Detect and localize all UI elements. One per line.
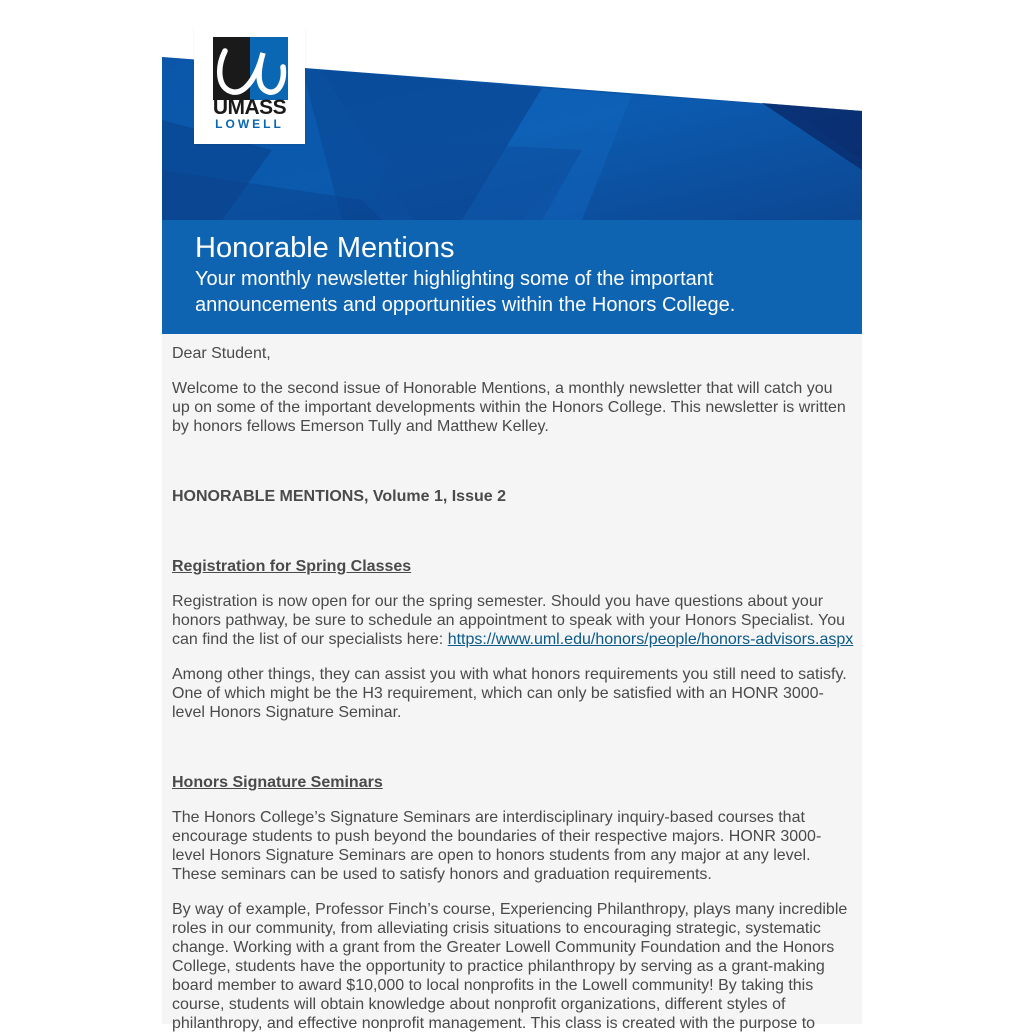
section-heading-registration: Registration for Spring Classes xyxy=(172,558,412,575)
logo-umass-text: UMASS xyxy=(212,96,287,119)
title-band xyxy=(162,220,862,334)
philanthropy-paragraph: By way of example, Professor Finch’s course, Experiencing Philanthropy, plays many incredible roles in our community, from alleviating crisis situations to encouraging strategic, systematic change. Working with a grant from the Greater Lowell Community Foundation and the Honors College, students have the opportunity to practice philanthropy by serving as a grant-making board member to award $10,000 to local nonprofits in the Lowell community! By taking this course, students will obtain knowledge about nonprofit organizations, different styles of philanthropy, and effective nonprofit management. This class is created with the purpose to xyxy=(172,901,848,1032)
seminars-paragraph: The Honors College’s Signature Seminars are interdisciplinary inquiry-based courses that encourage students to push beyond the boundaries of their respective majors. HONR 3000-level Honors Signature Seminars are open to honors students from any major at any level. These seminars can be used to satisfy honors and graduation requirements. xyxy=(172,809,822,883)
newsletter-subtitle: Your monthly newsletter highlighting some of the important announcements and opportunities within the Honors College. xyxy=(195,268,736,316)
section-heading-seminars: Honors Signature Seminars xyxy=(172,774,383,791)
registration-paragraph xyxy=(172,592,854,649)
issue-heading: HONORABLE MENTIONS, Volume 1, Issue 2 xyxy=(172,488,506,505)
registration-text: Registration is now open for our the spring semester. Should you have questions about your honors pathway, be sure to schedule an appointment to speak with your Honors Specialist. You can find the list of our specialists here: xyxy=(172,593,846,648)
intro-paragraph: Welcome to the second issue of Honorable Mentions, a monthly newsletter that will catch you up on some of the important developments within the Honors College. This newsletter is written by honors fellows Emerson Tully and Matthew Kelley. xyxy=(172,380,846,435)
honors-advisors-link[interactable]: https://www.uml.edu/honors/people/honors-advisors.aspx xyxy=(447,631,854,648)
umass-lowell-logo[interactable] xyxy=(194,27,305,144)
greeting: Dear Student, xyxy=(172,345,271,362)
logo-lowell-text: LOWELL xyxy=(215,117,284,131)
logo-u-mark-icon xyxy=(213,37,288,100)
newsletter-title: Honorable Mentions xyxy=(195,232,455,264)
requirements-paragraph: Among other things, they can assist you with what honors requirements you still need to satisfy. One of which might be the H3 requirement, which can only be satisfied with an HONR 3000-level Honors Signature Seminar. xyxy=(172,666,847,721)
newsletter-email xyxy=(162,0,862,1032)
